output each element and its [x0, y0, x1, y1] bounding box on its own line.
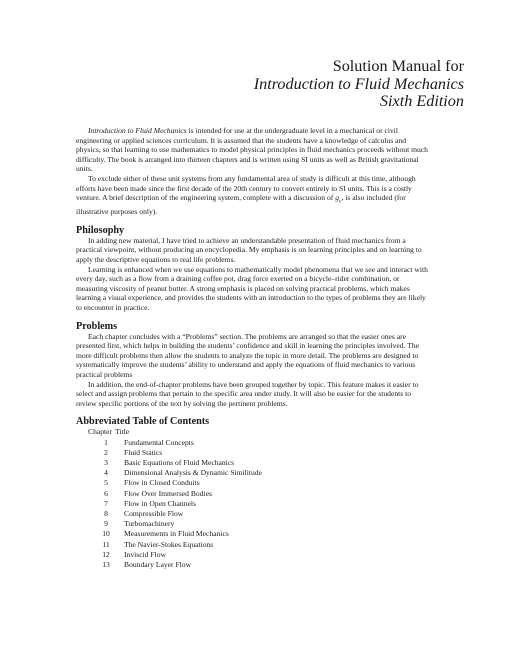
toc-chapter-number: 9 [104, 519, 108, 529]
toc-chapter-title: Flow Over Immersed Bodies [124, 488, 212, 498]
toc-chapter-title: Dimensional Analysis & Dynamic Similitude [124, 468, 262, 478]
toc-chapter-title: Fundamental Concepts [124, 437, 194, 447]
toc-row [76, 448, 432, 458]
toc-chapter-title: Flow in Open Channels [124, 498, 196, 508]
toc-row [76, 478, 432, 488]
title-block [254, 58, 464, 111]
title-line-1: Solution Manual for [332, 57, 464, 75]
intro-paragraph-2-text-b: , is also included (for illustrative purposes only). [76, 193, 406, 217]
toc-row [76, 560, 432, 570]
toc-row [76, 499, 432, 509]
toc-chapter-title: Basic Equations of Fluid Mechanics [124, 457, 235, 467]
toc-row [76, 438, 432, 448]
toc-chapter-number: 2 [104, 447, 108, 457]
toc-chapter-number: 13 [102, 560, 110, 569]
toc-chapter-title: Inviscid Flow [124, 549, 166, 559]
toc-chapter-number: 7 [104, 498, 108, 508]
toc-chapter-number: 6 [104, 488, 108, 498]
toc-row [76, 529, 432, 539]
philosophy-heading: Philosophy [76, 224, 125, 236]
toc-chapter-number: 8 [104, 508, 108, 518]
toc-chapter-title: Flow in Closed Conduits [124, 478, 200, 488]
gc-symbol: g [335, 193, 339, 203]
toc-chapter-number: 11 [102, 539, 110, 549]
toc-chapter-number: 3 [104, 457, 108, 467]
toc-row [76, 509, 432, 519]
toc-chapter-title: Compressible Flow [124, 508, 184, 518]
toc-row [76, 550, 432, 560]
toc-chapter-number: 1 [104, 437, 108, 447]
toc-chapter-number: 12 [102, 549, 110, 559]
toc-chapter-number: 4 [104, 468, 108, 478]
toc-chapter-title: The Navier-Stokes Equations [124, 539, 214, 549]
toc-col-title: Title [115, 427, 130, 437]
gc-subscript: c [338, 198, 342, 205]
toc-rows [76, 438, 432, 571]
toc-chapter-title: Boundary Layer Flow [124, 560, 192, 569]
document-body [76, 126, 432, 570]
toc-chapter-title: Fluid Statics [124, 447, 163, 457]
toc-chapter-number: 5 [104, 478, 108, 488]
toc-chapter-title: Turbomachinery [124, 519, 175, 529]
toc-header-row [76, 427, 432, 437]
intro-paragraph-2 [76, 174, 432, 217]
toc-row [76, 489, 432, 499]
intro-paragraph-1 [76, 126, 432, 174]
problems-paragraph-2: In addition, the end-of-chapter problems have been grouped together by topic. This feature makes it easier to select and assign problems that pertain to the specific area under study. It will also be easier for the students to review specific portions of the text by solving the pertinent problems. [76, 379, 419, 408]
toc-chapter-title: Measurements in Fluid Mechanics [124, 529, 229, 539]
toc-col-chapter: Chapter [88, 427, 113, 437]
philosophy-paragraph-1: In adding new material, I have tried to achieve an understandable presentation of fluid mechanics from a practical viewpoint, without producing an encyclopedia. My emphasis is on learning principles and on learning to apply the descriptive equations to real life problems. [76, 235, 422, 265]
toc-row [76, 468, 432, 478]
philosophy-paragraph-2: Learning is enhanced when we use equations to mathematically model phenomena that we see and interact with every day, such as a flow from a draining coffee pot, drag force exerted on a bicycle–rider combination, or measuring viscosity of peanut butter. A strong emphasis is placed on solving practical problems, which makes learning a visual experience, and provides the students with an introduction to the types of problems they are likely to encounter in practice. [76, 264, 428, 313]
toc-heading: Abbreviated Table of Contents [76, 416, 210, 428]
intro-paragraph-1-text: is intended for use at the undergraduate level in a mechanical or civil engineering or applied sciences curriculum. It is assumed that the students have a knowledge of calculus and physics, so that learning to use mathematics to model physical principles in fluid mechanics proceeds without much difficulty. The book is arranged into thirteen chapters and is written using SI units as well as British gravitational units. [76, 126, 428, 174]
title-book-name: Introduction to Fluid Mechanics [253, 74, 464, 93]
problems-paragraph-1: Each chapter concludes with a “Problems” section. The problems are arranged so that the easier ones are presented first, which helps in building the students’ confidence and skill in learning the principles involved. The more difficult problems then allow the students to analyze the topic in more detail. The problems are designed to systematically improve the students’ ability to understand and apply the equations of fluid mechanics to various practical problems [76, 331, 420, 379]
problems-heading: Problems [76, 320, 118, 332]
toc-chapter-number: 10 [102, 529, 110, 539]
title-edition: Sixth Edition [379, 92, 464, 110]
toc-row [76, 458, 432, 468]
intro-book-title: Introduction to Fluid Mechanics [88, 126, 187, 135]
toc-row [76, 540, 432, 550]
toc-row [76, 519, 432, 529]
table-of-contents [76, 427, 432, 570]
intro-paragraph-2-text-a: To exclude either of these unit systems from any fundamental area of study is difficult at this time, although efforts have been made since the first decade of the 20th century to convert entirely to SI units. This is a costly venture. A brief description of the engineering system, complete with a discussion of [76, 173, 416, 203]
